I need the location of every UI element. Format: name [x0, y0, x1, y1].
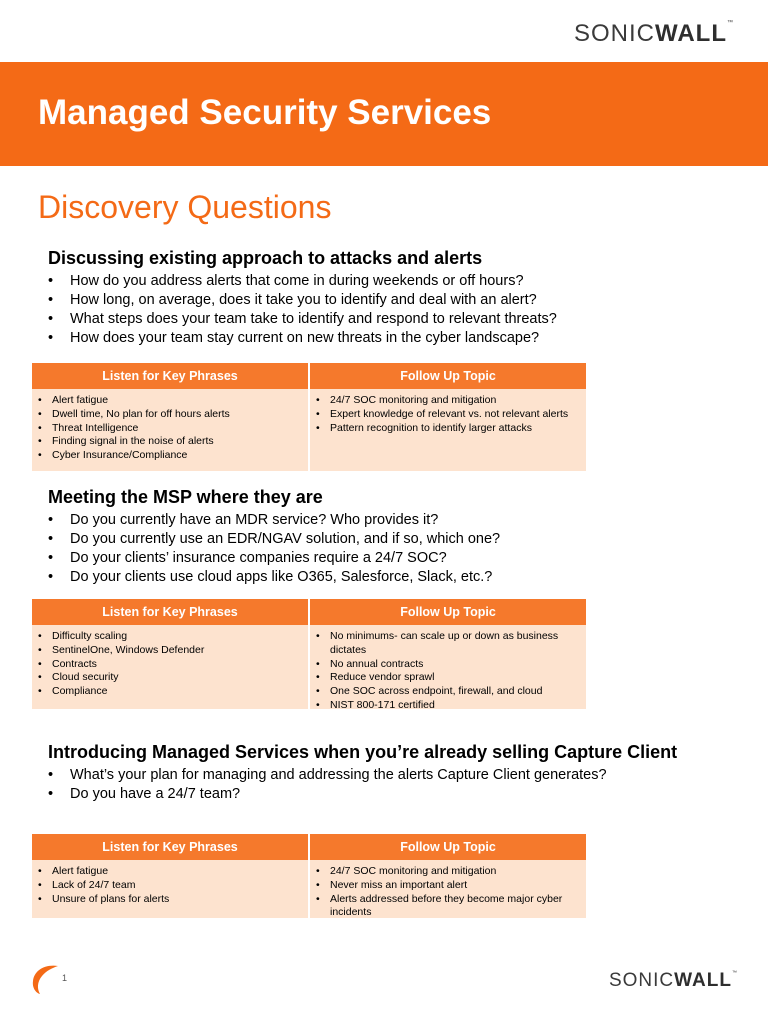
- list-item: • Alert fatigue: [38, 865, 302, 879]
- question-item: • What steps does your team take to identify and respond to relevant threats?: [48, 310, 748, 329]
- page-title: Managed Security Services: [38, 93, 492, 132]
- page-subtitle: Discovery Questions: [38, 189, 332, 225]
- question-item: • Do your clients’ insurance companies require a 24/7 SOC?: [48, 549, 748, 568]
- list-item: • NIST 800-171 certified: [316, 699, 580, 713]
- list-item: • Cyber Insurance/Compliance: [38, 449, 302, 463]
- logo-text-light: SONIC: [574, 20, 656, 47]
- question-item: • Do you currently have an MDR service? Who provides it?: [48, 511, 748, 530]
- question-item: • Do you currently use an EDR/NGAV solution, and if so, which one?: [48, 530, 748, 549]
- phrases-table: [32, 599, 586, 709]
- question-item: • How do you address alerts that come in during weekends or off hours?: [48, 272, 748, 291]
- table-body-row: [32, 389, 586, 471]
- list-item: • Contracts: [38, 658, 302, 672]
- question-list: [48, 766, 748, 804]
- section-capture-client: [48, 742, 748, 804]
- logo-text-light: SONIC: [608, 970, 675, 991]
- header-follow-up: Follow Up Topic: [308, 834, 586, 860]
- logo-trademark: ™: [732, 970, 738, 976]
- key-phrases-cell: [32, 625, 308, 709]
- list-item: • Expert knowledge of relevant vs. not relevant alerts: [316, 408, 580, 422]
- header-follow-up: Follow Up Topic: [308, 599, 586, 625]
- phrases-table: [32, 834, 586, 918]
- list-item: • Threat Intelligence: [38, 422, 302, 436]
- table-header-row: [32, 363, 586, 389]
- list-item: • Lack of 24/7 team: [38, 879, 302, 893]
- list-item: • Difficulty scaling: [38, 630, 302, 644]
- sonicwall-logo-bottom: [609, 970, 738, 992]
- header-key-phrases: Listen for Key Phrases: [32, 834, 308, 860]
- table-header-row: [32, 599, 586, 625]
- section-heading: Meeting the MSP where they are: [48, 487, 323, 507]
- table-body-row: [32, 860, 586, 918]
- follow-up-cell: [308, 389, 586, 471]
- question-item: • Do your clients use cloud apps like O365, Salesforce, Slack, etc.?: [48, 568, 748, 587]
- list-item: • SentinelOne, Windows Defender: [38, 644, 302, 658]
- list-item: • Unsure of plans for alerts: [38, 893, 302, 907]
- logo-text-bold: WALL: [674, 970, 732, 991]
- list-item: • 24/7 SOC monitoring and mitigation: [316, 865, 580, 879]
- logo-text-bold: WALL: [655, 20, 727, 47]
- logo-trademark: ™: [727, 20, 734, 26]
- key-phrases-cell: [32, 389, 308, 471]
- page-number: 1: [62, 973, 68, 983]
- header-follow-up: Follow Up Topic: [308, 363, 586, 389]
- phrases-table: [32, 363, 586, 471]
- section-attacks-alerts: [48, 248, 748, 348]
- list-item: • 24/7 SOC monitoring and mitigation: [316, 394, 580, 408]
- follow-up-cell: [308, 860, 586, 918]
- question-item: • Do you have a 24/7 team?: [48, 785, 748, 804]
- sonicwall-logo-top: [574, 20, 734, 48]
- list-item: • Compliance: [38, 685, 302, 699]
- table-header-row: [32, 834, 586, 860]
- follow-up-cell: [308, 625, 586, 709]
- header-key-phrases: Listen for Key Phrases: [32, 599, 308, 625]
- list-item: • Pattern recognition to identify larger attacks: [316, 422, 580, 436]
- title-banner: [0, 62, 768, 166]
- list-item: • Dwell time, No plan for off hours alerts: [38, 408, 302, 422]
- list-item: • No minimums- can scale up or down as business dictates: [316, 630, 580, 658]
- question-list: [48, 272, 748, 348]
- list-item: • Reduce vendor sprawl: [316, 671, 580, 685]
- list-item: • Alert fatigue: [38, 394, 302, 408]
- list-item: • Alerts addressed before they become major cyber incidents: [316, 893, 580, 921]
- question-list: [48, 511, 748, 587]
- question-item: • What’s your plan for managing and addressing the alerts Capture Client generates?: [48, 766, 748, 785]
- list-item: • No annual contracts: [316, 658, 580, 672]
- question-item: • How does your team stay current on new threats in the cyber landscape?: [48, 329, 748, 348]
- key-phrases-cell: [32, 860, 308, 918]
- list-item: • Never miss an important alert: [316, 879, 580, 893]
- sonicwall-swoosh-icon: [30, 963, 60, 995]
- header-key-phrases: Listen for Key Phrases: [32, 363, 308, 389]
- section-heading: Introducing Managed Services when you’re already selling Capture Client: [48, 742, 678, 762]
- table-body-row: [32, 625, 586, 709]
- list-item: • Finding signal in the noise of alerts: [38, 435, 302, 449]
- list-item: • One SOC across endpoint, firewall, and cloud: [316, 685, 580, 699]
- section-meeting-msp: [48, 487, 748, 587]
- list-item: • Cloud security: [38, 671, 302, 685]
- question-item: • How long, on average, does it take you to identify and deal with an alert?: [48, 291, 748, 310]
- section-heading: Discussing existing approach to attacks and alerts: [48, 248, 483, 268]
